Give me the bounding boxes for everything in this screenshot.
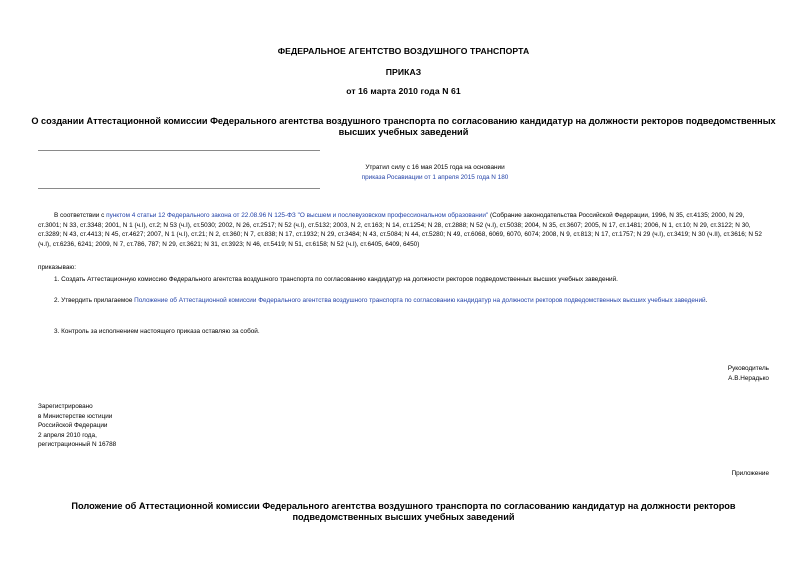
law-link[interactable]: пунктом 4 статьи 12 Федерального закона от 22.08.96 N 125-ФЗ "О высшем и послевузовском профессиональном образовании" [106,212,489,219]
regulation-link[interactable]: Положение об Аттестационной комиссии Федерального агентства воздушного транспорта по согласованию кандидатур на должности ректоров подведомственных высших учебных заведений [134,297,706,304]
preamble-prefix: В соответствии с [54,212,107,219]
preamble-citations: (Собрание законодательства Российской Федерации, 1996, N 35, ст.4135; 2000, N 29, ст.3001; N 33, ст.3348; 2001, N 1 (ч.I), ст.2; N 53 (ч.I), ст.5030; 2002, N 26, ст.2517; N 52 (ч.I), ст.5132; 2003, N 2, ст.163; N 14, ст.1254; N 28, ст.2888; N 52 (ч.I), ст.5038; 2004, N 35, ст.3607; 2005, N 17, ст.1481; 2006, N 1, ст.10; N 29, ст.3122; N 30, ст.3289; N 43, ст.4413; N 45, ст.4627; 2007, N 1 (ч.I), ст.21; N 2, ст.360; N 7, ст.838; N 17, ст.1932; N 29, ст.3484; N 43, ст.5084; N 44, ст.5280; N 49, ст.6068, 6069, 6070, 6074; 2008, N 9, ст.813; N 17, ст.1757; N 29 (ч.I), ст.3419; N 30 (ч.II), ст.3616; N 52 (ч.I), ст.6236, 6241; 2009, N 7, ст.786, 787; N 29, ст.3621; N 31, ст.3923; N 46, ст.5419; N 51, ст.6158; N 52 (ч.I), ст.6405, 6409, 6450) [38,212,762,248]
order-intro: приказываю: [38,264,76,271]
divider-top [38,150,320,151]
preamble-paragraph [38,211,768,249]
order-title: О создании Аттестационной комиссии Федерального агентства воздушного транспорта по согласованию кандидатур на должности ректоров подведомственных высших учебных заведений [31,116,776,137]
status-note [310,163,560,182]
doc-type-heading: ПРИКАЗ [385,67,422,77]
registration-line-2: в Министерстве юстиции [38,412,113,420]
registration-line-3: Российской Федерации [38,422,108,430]
registration-line-1: Зарегистрировано [38,403,93,410]
registration-block [38,402,116,450]
order-item-3: 3. Контроль за исполнением настоящего приказа оставляю за собой. [54,328,260,335]
appendix-label: Приложение [731,470,769,477]
registration-line-5: регистрационный N 16788 [38,441,117,449]
signature-block [728,364,769,383]
order-item-2 [38,296,768,306]
signature-name: А.В.Нерадько [728,374,769,382]
signature-role: Руководитель [727,365,769,372]
order-item-2-suffix: . [705,297,708,304]
divider-bottom [38,188,320,189]
appendix-title: Положение об Аттестационной комиссии Федерального агентства воздушного транспорта по согласованию кандидатур на должности ректоров подведомственных высших учебных заведений [71,501,736,522]
order-item-2-prefix: 2. Утвердить прилагаемое [54,297,135,304]
date-number-heading: от 16 марта 2010 года N 61 [346,86,461,96]
registration-line-4: 2 апреля 2010 года, [38,431,97,439]
agency-heading: ФЕДЕРАЛЬНОЕ АГЕНТСТВО ВОЗДУШНОГО ТРАНСПОРТА [277,46,530,56]
status-link[interactable]: приказа Росавиации от 1 апреля 2015 года N 180 [361,173,509,181]
order-item-1: 1. Создать Аттестационную комиссию Федерального агентства воздушного транспорта по согласованию кандидатур на должности ректоров подведомственных высших учебных заведений. [54,276,618,283]
status-text: Утратил силу с 16 мая 2015 года на основании [365,164,505,171]
